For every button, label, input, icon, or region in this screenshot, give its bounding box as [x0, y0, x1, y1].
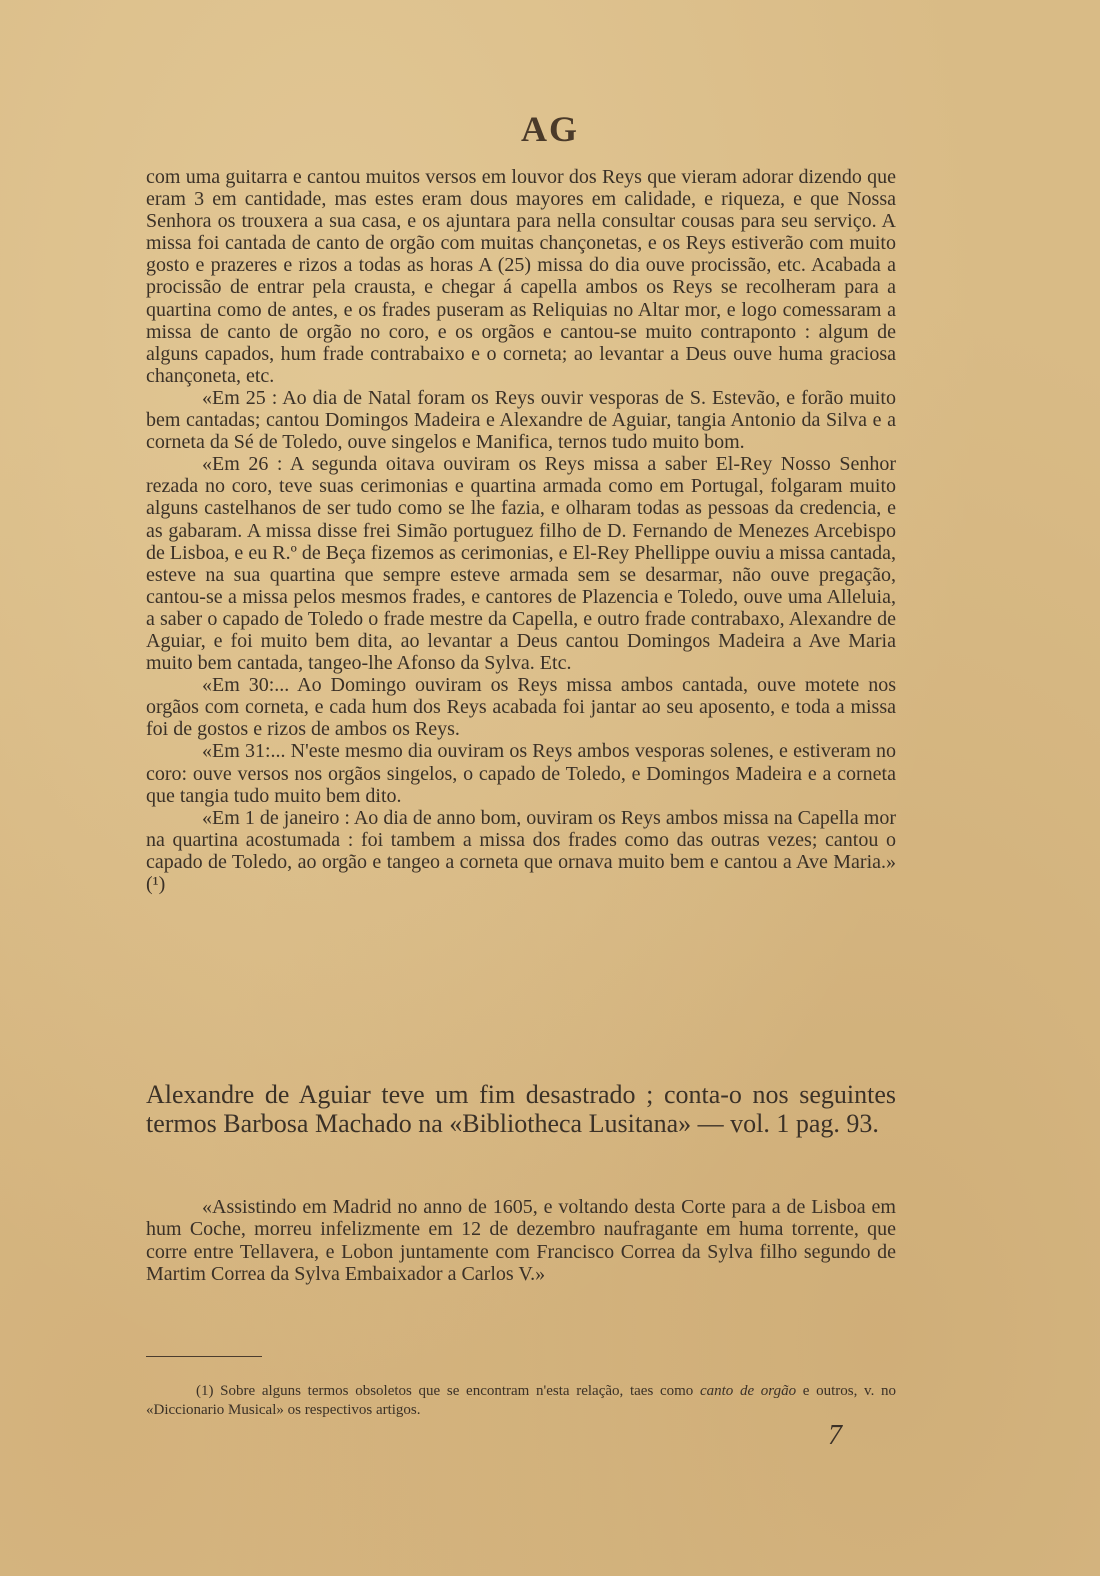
quote-paragraph: «Assistindo em Madrid no anno de 1605, e voltando desta Corte para a de Lisboa em hum Coche, morreu infelizmente em 12 de dezembro naufragante em huma torrente, que corre entre Tellavera, e Lobon juntamente com Francisco Correa da Sylva filho segundo de Martim Correa da Sylva Embaixador a Carlos V.»: [146, 1196, 896, 1285]
paragraph: «Em 1 de janeiro : Ao dia de anno bom, ouviram os Reys ambos missa na Capella mor na quartina acostumada : foi tambem a missa dos frades como das outras vezes; cantou o capado de Toledo, ao orgão e tangeo a corneta que ornava muito bem e cantou a Ave Maria.» (¹): [146, 806, 896, 895]
main-text: [146, 166, 896, 895]
paragraph: com uma guitarra e cantou muitos versos em louvor dos Reys que vieram adorar dizendo que eram 3 em cantidade, mas estes eram dous mayores em calidade, e riqueza, e que Nossa Senhora os trouxera a sua casa, e os ajuntara para nella consultar cousas para seu serviço. A missa foi cantada de canto de orgão com muitas chançonetas, e os Reys estiverão com muito gosto e prazeres e rizos a todas as horas A (25) missa do dia ouve procissão, etc. Acabada a procissão de entrar pela crausta, e chegar á capella ambos os Reys se recolheram para a quartina como de antes, e os frades puseram as Reliquias no Altar mor, e logo comessaram a missa de canto de orgão no coro, e os orgãos e cantou-se muito contraponto : algum de alguns capados, hum frade contrabaixo e o corneta; ao levantar a Deus ouve huma graciosa chançoneta, etc.: [146, 166, 896, 387]
footnote-text-end: e outros, v. no «Diccionario Musical» os respectivos artigos.: [146, 1383, 896, 1418]
footnote: [146, 1382, 896, 1420]
page-number: 7: [828, 1420, 842, 1451]
footnote-divider: [146, 1356, 262, 1357]
paragraph: «Em 31:... N'este mesmo dia ouviram os Reys ambos vesporas solenes, e estiveram no coro: ouve versos nos orgãos singelos, o capado de Toledo, e Domingos Madeira e a corneta que tangia tudo muito bem dito.: [146, 740, 896, 807]
commentary-paragraph: Alexandre de Aguiar teve um fim desastrado ; conta-o nos seguintes termos Barbosa Machado na «Bibliotheca Lusitana» — vol. 1 pag. 93.: [146, 1080, 896, 1138]
paragraph: «Em 30:... Ao Domingo ouviram os Reys missa ambos cantada, ouve motete nos orgãos com corneta, e cada hum dos Reys acabada foi jantar ao seu aposento, e toda a missa foi de gostos e rizos de ambos os Reys.: [146, 674, 896, 741]
footnote-text: (1) Sobre alguns termos obsoletos que se encontram n'esta relação, taes como: [196, 1383, 700, 1399]
paragraph: «Em 26 : A segunda oitava ouviram os Reys missa a saber El-Rey Nosso Senhor rezada no coro, teve suas cerimonias e quartina armada como em Portugal, folgaram muito alguns castelhanos de ser tudo como se lhe fazia, e olharam todas as pessoas da credencia, e as gabaram. A missa disse frei Simão portuguez filho de D. Fernando de Menezes Arcebispo de Lisboa, e eu R.º de Beça fizemos as cerimonias, e El-Rey Phellippe ouviu a missa cantada, esteve na sua quartina que sempre esteve armada sem se desarmar, não ouve pregação, cantou-se a missa pelos mesmos frades, e cantores de Plazencia e Toledo, ouve uma Alleluia, a saber o capado de Toledo o frade mestre da Capella, e outro frade contrabaxo, Alexandre de Aguiar, e foi muito bem dita, ao levantar a Deus cantou Domingos Madeira a Ave Maria muito bem cantada, tangeo-lhe Afonso da Sylva. Etc.: [146, 453, 896, 675]
footnote-italic-term: canto de orgão: [699, 1383, 797, 1399]
paragraph: «Em 25 : Ao dia de Natal foram os Reys ouvir vesporas de S. Estevão, e forão muito bem cantadas; cantou Domingos Madeira e Alexandre de Aguiar, tangia Antonio da Silva e a corneta da Sé de Toledo, ouve singelos e Manifica, ternos tudo muito bom.: [146, 386, 896, 454]
header-monogram: AG: [521, 109, 579, 149]
